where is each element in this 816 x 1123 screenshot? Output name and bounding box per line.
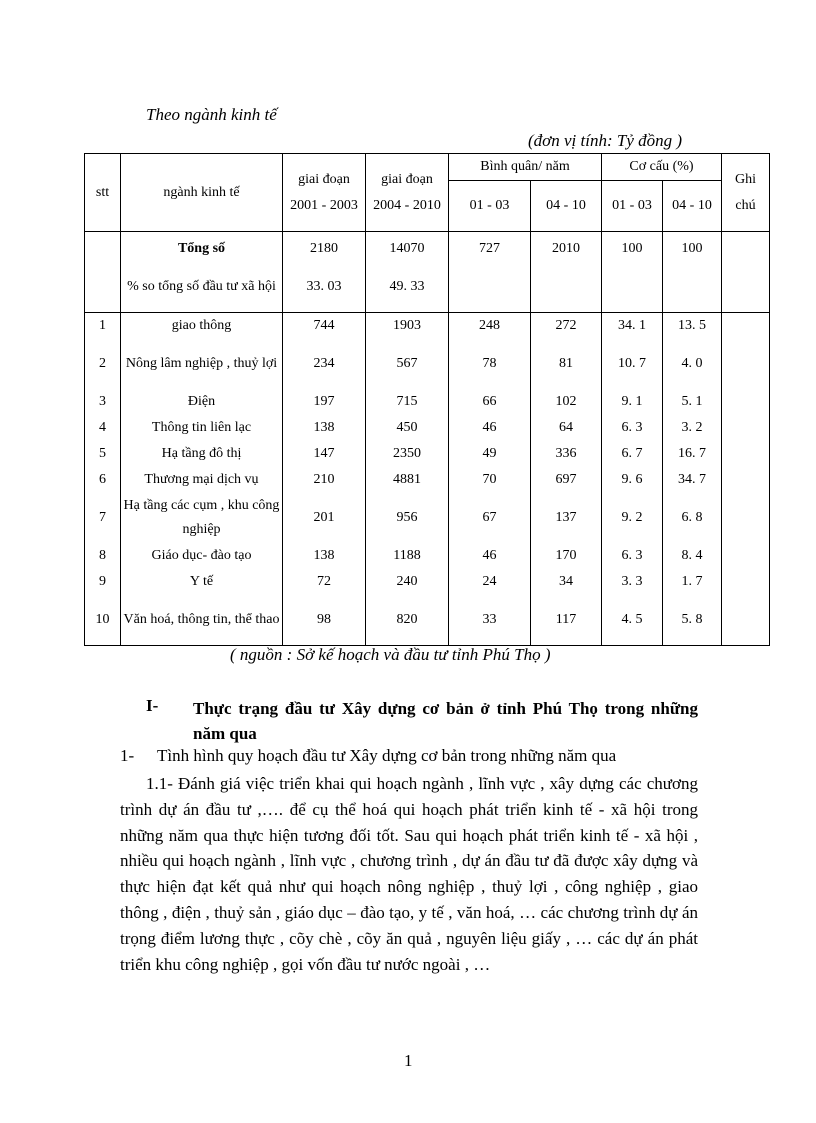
cell-a2: 697 bbox=[531, 467, 602, 493]
total-s2: 100 bbox=[663, 232, 722, 263]
total-a1: 727 bbox=[449, 232, 531, 263]
page-number: 1 bbox=[404, 1051, 413, 1070]
section-title: Thực trạng đầu tư Xây dựng cơ bản ở tỉnh Phú Thọ trong những năm qua bbox=[193, 699, 698, 743]
total-a2: 2010 bbox=[531, 232, 602, 263]
cell-s2: 3. 2 bbox=[663, 415, 722, 441]
cell-p1: 744 bbox=[283, 313, 366, 340]
cell-s1: 3. 3 bbox=[602, 569, 663, 595]
total-p1: 2180 bbox=[283, 232, 366, 263]
pct-p1: 33. 03 bbox=[283, 262, 366, 313]
table-row bbox=[85, 313, 770, 340]
header-struct-0410: 04 - 10 bbox=[663, 181, 722, 232]
cell-a1: 248 bbox=[449, 313, 531, 340]
table-row bbox=[85, 467, 770, 493]
header-avg-0410: 04 - 10 bbox=[531, 181, 602, 232]
cell-stt: 7 bbox=[85, 493, 121, 543]
cell-p1: 197 bbox=[283, 389, 366, 415]
cell-a2: 137 bbox=[531, 493, 602, 543]
cell-s1: 6. 7 bbox=[602, 441, 663, 467]
cell-s1: 9. 1 bbox=[602, 389, 663, 415]
cell-a2: 34 bbox=[531, 569, 602, 595]
cell-a1: 49 bbox=[449, 441, 531, 467]
cell-s1: 9. 2 bbox=[602, 493, 663, 543]
cell-p2: 4881 bbox=[366, 467, 449, 493]
cell-p2: 715 bbox=[366, 389, 449, 415]
cell-p2: 450 bbox=[366, 415, 449, 441]
cell-stt: 5 bbox=[85, 441, 121, 467]
cell-s1: 6. 3 bbox=[602, 543, 663, 569]
cell-s2: 5. 8 bbox=[663, 595, 722, 646]
cell-p2: 567 bbox=[366, 339, 449, 389]
cell-name: giao thông bbox=[121, 313, 283, 340]
table-caption: Theo ngành kinh tế bbox=[146, 105, 277, 124]
cell-name: Hạ tầng các cụm , khu công nghiệp bbox=[121, 493, 283, 543]
cell-name: Thương mại dịch vụ bbox=[121, 467, 283, 493]
cell-p1: 234 bbox=[283, 339, 366, 389]
table-row bbox=[85, 389, 770, 415]
cell-s2: 5. 1 bbox=[663, 389, 722, 415]
cell-a2: 117 bbox=[531, 595, 602, 646]
cell-note bbox=[722, 595, 770, 646]
cell-s2: 13. 5 bbox=[663, 313, 722, 340]
cell-note bbox=[722, 389, 770, 415]
cell-note bbox=[722, 543, 770, 569]
cell-note bbox=[722, 467, 770, 493]
unit-note: (đơn vị tính: Tỷ đồng ) bbox=[528, 131, 683, 150]
cell-name: Thông tin liên lạc bbox=[121, 415, 283, 441]
header-stt: stt bbox=[85, 154, 121, 232]
total-p2: 14070 bbox=[366, 232, 449, 263]
cell-stt: 9 bbox=[85, 569, 121, 595]
cell-stt: 4 bbox=[85, 415, 121, 441]
header-avg-0103: 01 - 03 bbox=[449, 181, 531, 232]
cell-a1: 46 bbox=[449, 543, 531, 569]
cell-p2: 820 bbox=[366, 595, 449, 646]
cell-stt: 8 bbox=[85, 543, 121, 569]
cell-stt: 1 bbox=[85, 313, 121, 340]
cell-name: Giáo dục- đào tạo bbox=[121, 543, 283, 569]
cell-p2: 1188 bbox=[366, 543, 449, 569]
cell-s1: 4. 5 bbox=[602, 595, 663, 646]
pct-row bbox=[85, 262, 770, 313]
cell-note bbox=[722, 313, 770, 340]
cell-a2: 102 bbox=[531, 389, 602, 415]
table-row bbox=[85, 543, 770, 569]
cell-p1: 201 bbox=[283, 493, 366, 543]
table-row bbox=[85, 493, 770, 543]
cell-a1: 24 bbox=[449, 569, 531, 595]
cell-p1: 138 bbox=[283, 415, 366, 441]
cell-note bbox=[722, 415, 770, 441]
header-avg-group: Bình quân/ năm bbox=[449, 154, 602, 181]
cell-p1: 138 bbox=[283, 543, 366, 569]
table-row bbox=[85, 441, 770, 467]
cell-stt: 10 bbox=[85, 595, 121, 646]
cell-note bbox=[722, 339, 770, 389]
cell-a1: 67 bbox=[449, 493, 531, 543]
header-period1: giai đoạn 2001 - 2003 bbox=[283, 154, 366, 232]
pct-p2: 49. 33 bbox=[366, 262, 449, 313]
cell-s2: 1. 7 bbox=[663, 569, 722, 595]
cell-name: Điện bbox=[121, 389, 283, 415]
cell-s1: 10. 7 bbox=[602, 339, 663, 389]
table-row bbox=[85, 595, 770, 646]
cell-name: Văn hoá, thông tin, thể thao bbox=[121, 595, 283, 646]
table-row bbox=[85, 569, 770, 595]
cell-stt: 3 bbox=[85, 389, 121, 415]
body-paragraph: 1.1- Đánh giá việc triển khai qui hoạch ngành , lĩnh vực , xây dựng các chương trình dự án đầu tư ,…. để cụ thể hoá qui hoạch phát triển kinh tế - xã hội trong những năm qua thực hiện tương đối tốt. Sau qui hoạch phát triển kinh tế - xã hội , nhiều qui hoạch ngành , lĩnh vực , chương trình , dự án đầu tư đã được xây dựng và thực hiện đạt kết quả như qui hoạch nông nghiệp , thuỷ lợi , công nghiệp , giao thông , điện , thuỷ sản , giáo dục – đào tạo, y tế , văn hoá, … các chương trình dự án trọng điểm lương thực , cõy chè , cõy ăn quả , nguyên liệu giấy , … các dự án phát triển khu công nghiệp , gọi vốn đầu tư nước ngoài , … bbox=[120, 774, 698, 974]
cell-p2: 240 bbox=[366, 569, 449, 595]
pct-label: % so tổng số đầu tư xã hội bbox=[121, 262, 283, 313]
cell-p1: 147 bbox=[283, 441, 366, 467]
cell-s2: 6. 8 bbox=[663, 493, 722, 543]
cell-note bbox=[722, 493, 770, 543]
subsection-title: Tình hình quy hoạch đầu tư Xây dựng cơ bản trong những năm qua bbox=[157, 746, 617, 765]
cell-s2: 16. 7 bbox=[663, 441, 722, 467]
table-row bbox=[85, 415, 770, 441]
subsection-number: 1- bbox=[120, 746, 135, 765]
cell-stt: 6 bbox=[85, 467, 121, 493]
total-row bbox=[85, 232, 770, 263]
header-sector: ngành kinh tế bbox=[121, 154, 283, 232]
cell-a2: 81 bbox=[531, 339, 602, 389]
cell-s1: 9. 6 bbox=[602, 467, 663, 493]
cell-a2: 272 bbox=[531, 313, 602, 340]
source-note: ( nguồn : Sở kế hoạch và đầu tư tỉnh Phú Thọ ) bbox=[230, 645, 551, 664]
cell-p2: 1903 bbox=[366, 313, 449, 340]
cell-a1: 78 bbox=[449, 339, 531, 389]
header-note: Ghi chú bbox=[722, 154, 770, 232]
cell-p1: 98 bbox=[283, 595, 366, 646]
cell-a1: 70 bbox=[449, 467, 531, 493]
total-label: Tổng số bbox=[121, 232, 283, 263]
table-row bbox=[85, 339, 770, 389]
total-s1: 100 bbox=[602, 232, 663, 263]
cell-a2: 336 bbox=[531, 441, 602, 467]
cell-p1: 210 bbox=[283, 467, 366, 493]
cell-name: Hạ tầng đô thị bbox=[121, 441, 283, 467]
cell-a2: 170 bbox=[531, 543, 602, 569]
cell-s2: 4. 0 bbox=[663, 339, 722, 389]
investment-table bbox=[84, 153, 770, 646]
cell-a1: 46 bbox=[449, 415, 531, 441]
cell-p2: 956 bbox=[366, 493, 449, 543]
header-struct-0103: 01 - 03 bbox=[602, 181, 663, 232]
cell-a2: 64 bbox=[531, 415, 602, 441]
section-number: I- bbox=[146, 696, 159, 715]
cell-a1: 33 bbox=[449, 595, 531, 646]
cell-note bbox=[722, 569, 770, 595]
cell-p1: 72 bbox=[283, 569, 366, 595]
cell-s2: 34. 7 bbox=[663, 467, 722, 493]
cell-p2: 2350 bbox=[366, 441, 449, 467]
cell-a1: 66 bbox=[449, 389, 531, 415]
header-period2: giai đoạn 2004 - 2010 bbox=[366, 154, 449, 232]
cell-s2: 8. 4 bbox=[663, 543, 722, 569]
cell-stt: 2 bbox=[85, 339, 121, 389]
cell-s1: 34. 1 bbox=[602, 313, 663, 340]
header-struct-group: Cơ cấu (%) bbox=[602, 154, 722, 181]
cell-note bbox=[722, 441, 770, 467]
cell-name: Y tế bbox=[121, 569, 283, 595]
cell-name: Nông lâm nghiệp , thuỷ lợi bbox=[121, 339, 283, 389]
cell-s1: 6. 3 bbox=[602, 415, 663, 441]
